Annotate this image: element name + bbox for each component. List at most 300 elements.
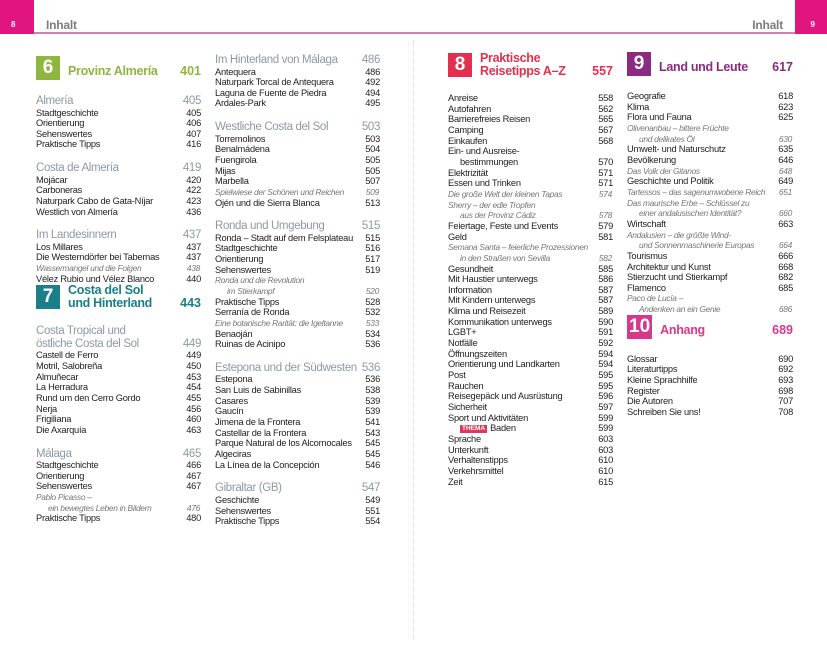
entry-page-number: 574 (598, 188, 612, 199)
entry-title-line (627, 102, 778, 113)
entry-title (627, 155, 778, 166)
entry-title-text: Sport und Aktivitäten (448, 412, 529, 423)
entry-title-text: Verhaltenstipps (448, 455, 508, 466)
entry-title-line (627, 155, 778, 166)
entry-title-text: Flamenco (627, 282, 666, 293)
entry-title-text: Sprache (448, 434, 481, 444)
toc-entry (448, 221, 613, 232)
toc-entry (448, 93, 613, 104)
entry-page-number: 534 (365, 328, 380, 339)
entry-title-text: Essen und Trinken (448, 178, 521, 189)
entry-title (36, 175, 186, 186)
entry-title-line (627, 198, 779, 209)
toc-entry (448, 445, 613, 456)
toc-entry (36, 196, 201, 207)
entry-title (215, 438, 365, 449)
entry-title-text: in den Straßen von Sevilla (460, 252, 550, 263)
entry-title-text: Ronda – Stadt auf dem Felsplateau (215, 232, 354, 243)
toc-entry (448, 146, 613, 167)
entry-page-number: 570 (598, 156, 613, 167)
toc-entry (448, 455, 613, 466)
toc-entry (215, 155, 380, 166)
entry-title-line (215, 417, 365, 428)
section-page-number: 515 (361, 220, 380, 233)
entry-title (215, 396, 365, 407)
entry-title-line (215, 460, 365, 471)
entry-title (215, 449, 365, 460)
entry-page-number: 495 (365, 98, 380, 109)
toc-column-4 (627, 52, 793, 418)
entry-page-number: 623 (778, 101, 793, 112)
entry-title-line (215, 155, 365, 166)
entry-title (36, 404, 186, 415)
entry-title-line (448, 253, 599, 264)
entry-page-number: 476 (186, 502, 200, 513)
section-heading (36, 95, 201, 108)
entry-title (627, 187, 779, 198)
entry-page-number: 507 (365, 176, 380, 187)
chapter-title-line: Praktische (480, 51, 541, 65)
toc-column-2 (215, 54, 380, 527)
entry-title (215, 297, 365, 308)
entry-page-number: 571 (598, 178, 613, 189)
entry-title-line (448, 242, 599, 253)
toc-entry (448, 381, 613, 392)
section-title-line: Málaga (36, 447, 72, 460)
entry-title (215, 198, 365, 209)
entry-title-line (448, 359, 598, 370)
entry-title (36, 263, 187, 274)
entry-title (215, 176, 365, 187)
toc-entry (448, 402, 613, 413)
section-page-number: 437 (182, 229, 201, 242)
entry-title-text: Motril, Salobreña (36, 361, 103, 372)
toc-entry (627, 386, 793, 397)
entry-title-line (627, 364, 778, 375)
entry-title-text: Pablo Picasso – (36, 492, 92, 503)
toc-entry (215, 339, 380, 350)
entry-title-line (36, 460, 186, 471)
entry-page-number: 546 (365, 459, 380, 470)
entry-title (36, 492, 187, 513)
entry-title (627, 166, 779, 177)
entry-page-number: 513 (365, 197, 380, 208)
toc-entry (36, 175, 201, 186)
section-title (215, 54, 362, 67)
entry-title-text: Naturpark Cabo de Gata-Níjar (36, 195, 154, 206)
entry-title (215, 339, 365, 350)
toc-entry (448, 136, 613, 147)
entry-title-line (215, 374, 365, 385)
entry-title (448, 381, 598, 392)
section-heading (36, 162, 201, 175)
entry-title-text: Castellar de la Frontera (215, 427, 307, 438)
entry-title-line (36, 361, 186, 372)
entry-title-text: Zeit (448, 476, 463, 487)
section-title (36, 162, 183, 175)
entry-title (627, 283, 778, 294)
toc-entry (215, 144, 380, 155)
entry-title (448, 168, 598, 179)
entry-title-text: Architektur und Kunst (627, 261, 711, 272)
entry-title (215, 307, 365, 318)
chapter-number-badge: 8 (448, 53, 472, 77)
entry-page-number: 651 (778, 186, 792, 197)
entry-title-text: Nerja (36, 403, 57, 414)
entry-title-line (627, 304, 779, 315)
entry-page-number: 450 (186, 361, 201, 372)
entry-title-text: Frigiliana (36, 414, 72, 425)
entry-page-number: 494 (365, 87, 380, 98)
entry-title-line (448, 413, 598, 424)
entry-title (215, 318, 366, 329)
entry-title-line (448, 466, 598, 477)
entry-title (448, 114, 598, 125)
entry-title (448, 93, 598, 104)
chapter-heading (36, 56, 201, 80)
chapter-number-badge: 6 (36, 56, 60, 80)
toc-column-3 (448, 52, 613, 487)
toc-entry (36, 129, 201, 140)
entry-title-text: Ronda und die Revolution (215, 275, 305, 286)
entry-title-text: Wirtschaft (627, 218, 666, 229)
entry-title (627, 144, 778, 155)
toc-entry (627, 272, 793, 283)
entry-title-text: Torremolinos (215, 133, 266, 144)
entry-title (448, 200, 599, 221)
toc-entry (448, 338, 613, 349)
entry-title-line (627, 293, 779, 304)
section-title-line: Im Hinterland von Málaga (215, 54, 338, 66)
entry-page-number: 692 (778, 364, 793, 375)
entry-title-line (448, 136, 598, 147)
entry-title-line (627, 272, 778, 283)
entry-page-number: 407 (186, 128, 201, 139)
entry-page-number: 565 (598, 114, 613, 125)
entry-page-number: 466 (186, 460, 201, 471)
toc-feature-entry (627, 293, 793, 314)
toc-entry (448, 434, 613, 445)
entry-title-text: Baden (490, 423, 516, 434)
toc-entry (448, 423, 613, 434)
entry-title (627, 396, 778, 407)
toc-entry (215, 516, 380, 527)
entry-title-text: Praktische Tipps (36, 139, 101, 150)
entry-title-text: Geld (448, 231, 467, 242)
entry-title-text: Spielwiese der Schönen und Reichen (215, 186, 345, 197)
entry-title-line (215, 385, 365, 396)
chapter-page-number: 401 (180, 64, 201, 78)
toc-entry (215, 495, 380, 506)
toc-entry (627, 407, 793, 418)
entry-title-line (36, 196, 186, 207)
chapter-title-line: Reisetipps A–Z (480, 64, 566, 78)
entry-title-text: Estepona (215, 374, 253, 385)
chapter-title-line: Anhang (660, 322, 705, 337)
toc-entry (215, 198, 380, 209)
entry-title-line (448, 285, 598, 296)
entry-title (448, 338, 598, 349)
entry-page-number: 682 (778, 272, 793, 283)
entry-title-line (36, 139, 186, 150)
entry-title (627, 407, 778, 418)
toc-entry (448, 370, 613, 381)
section-title-line: Westliche Costa del Sol (215, 121, 329, 134)
entry-page-number: 595 (598, 380, 613, 391)
entry-page-number: 503 (365, 133, 380, 144)
entry-title-text: Orientierung (215, 254, 264, 265)
entry-title-line (36, 350, 186, 361)
entry-title-text: Laguna de Fuente de Piedra (215, 87, 327, 98)
entry-title-text: Benalmádena (215, 144, 270, 155)
toc-entry (215, 67, 380, 78)
section-title-line: Gibraltar (GB) (215, 482, 282, 495)
entry-title (448, 221, 598, 232)
toc-entry (215, 307, 380, 318)
entry-title (448, 466, 598, 477)
entry-page-number: 437 (186, 241, 201, 252)
section-page-number: 536 (361, 361, 380, 374)
entry-title-line (36, 207, 186, 218)
toc-entry (215, 406, 380, 417)
entry-title-line (627, 144, 778, 155)
toc-entry (36, 108, 201, 119)
entry-title-text: Castell de Ferro (36, 350, 99, 361)
entry-page-number: 596 (598, 391, 613, 402)
entry-title-line (36, 129, 186, 140)
toc-entry (215, 243, 380, 254)
entry-title-text: Stadtgeschichte (215, 243, 278, 254)
entry-title (36, 481, 186, 492)
entry-title-text: Glossar (627, 353, 658, 364)
entry-title (627, 386, 778, 397)
entry-title (448, 423, 598, 434)
entry-title-line (448, 114, 598, 125)
entry-title-line (36, 108, 186, 119)
entry-title (448, 434, 598, 445)
section-page-number: 486 (361, 54, 380, 66)
entry-title-text: Carboneras (36, 185, 83, 196)
toc-feature-entry (627, 198, 793, 219)
entry-title-line (215, 275, 366, 286)
entry-title-line (36, 118, 186, 129)
entry-page-number: 666 (778, 250, 793, 261)
entry-title-text: Information (448, 284, 492, 295)
entry-page-number: 597 (598, 402, 613, 413)
entry-title-text: Gaucín (215, 406, 244, 417)
entry-page-number: 610 (598, 465, 613, 476)
section-heading (215, 121, 380, 134)
entry-title-text: Ardales-Park (215, 98, 266, 109)
section-heading (215, 220, 380, 233)
entry-title-text: Orientierung (36, 118, 85, 129)
entry-title-line (448, 274, 598, 285)
entry-title-text: Anreise (448, 93, 478, 103)
entry-page-number: 568 (598, 135, 613, 146)
entry-title-text: Praktische Tipps (215, 516, 280, 527)
entry-title-line (627, 112, 778, 123)
section-title (215, 482, 362, 495)
toc-entry (215, 460, 380, 471)
entry-title-text: Ojén und die Sierra Blanca (215, 197, 320, 208)
toc-entry (448, 466, 613, 477)
toc-entry (215, 77, 380, 88)
entry-title-line (215, 297, 365, 308)
chapter-title (659, 58, 772, 76)
entry-title-line (215, 243, 365, 254)
entry-page-number: 595 (598, 370, 613, 381)
entry-title (215, 77, 365, 88)
entry-title-text: Tourismus (627, 250, 668, 261)
toc-feature-entry (215, 187, 380, 198)
entry-page-number: 578 (598, 210, 612, 221)
entry-title (215, 516, 365, 527)
entry-title-line (627, 230, 779, 241)
entry-title (36, 139, 186, 150)
entry-title-text: Praktische Tipps (36, 513, 101, 524)
running-head-left: Inhalt (46, 18, 77, 32)
entry-title-text: Mijas (215, 165, 236, 176)
entry-title-line (36, 185, 186, 196)
entry-title (627, 123, 779, 144)
entry-title (627, 102, 778, 113)
toc-entry (215, 176, 380, 187)
entry-title-text: bestimmungen (460, 156, 518, 167)
chapter-title (68, 284, 180, 310)
section-title-line: Estepona und der Südwesten (215, 361, 357, 374)
toc-entry (448, 359, 613, 370)
entry-title (36, 129, 186, 140)
entry-title (36, 350, 186, 361)
header-rule-right (414, 32, 795, 34)
toc-feature-entry (448, 242, 613, 263)
entry-title-line (215, 516, 365, 527)
section-title (215, 220, 362, 233)
entry-title-text: Casares (215, 395, 248, 406)
entry-page-number: 590 (598, 316, 613, 327)
entry-title-text: Die große Welt der kleinen Tapas (448, 188, 563, 199)
toc-entry (627, 251, 793, 262)
entry-title-line (448, 104, 598, 115)
chapter-title-line: Provinz Almería (68, 64, 158, 78)
toc-entry (448, 306, 613, 317)
entry-title-line (448, 295, 598, 306)
entry-page-number: 504 (365, 144, 380, 155)
chapter-number-badge: 10 (629, 315, 651, 337)
toc-entry (36, 185, 201, 196)
entry-title (448, 349, 598, 360)
entry-title-line (627, 386, 778, 397)
entry-page-number: 554 (365, 516, 380, 527)
entry-page-number: 603 (598, 444, 613, 455)
toc-entry (36, 242, 201, 253)
entry-title-line (448, 455, 598, 466)
section-heading (215, 362, 380, 375)
toc-entry (627, 155, 793, 166)
entry-page-number: 549 (365, 494, 380, 505)
entry-title (36, 471, 186, 482)
entry-page-number: 663 (778, 218, 793, 229)
entry-page-number: 587 (598, 295, 613, 306)
entry-page-number: 599 (598, 423, 613, 434)
section-heading (36, 229, 201, 242)
section-page-number: 405 (182, 95, 201, 107)
entry-title-text: Geschichte (215, 494, 260, 505)
toc-entry (215, 449, 380, 460)
entry-title-text: Mit Kindern unterwegs (448, 295, 536, 306)
entry-page-number: 509 (365, 186, 379, 197)
entry-title-text: Bevölkerung (627, 154, 676, 165)
entry-title-text: Klima und Reisezeit (448, 306, 526, 317)
entry-title-text: Die Autoren (627, 396, 673, 407)
entry-title-line (448, 402, 598, 413)
entry-title-line (627, 396, 778, 407)
entry-title-line (215, 428, 365, 439)
entry-title (448, 285, 598, 296)
section-title-line: Im Landesinnern (36, 229, 117, 242)
entry-page-number: 423 (186, 195, 201, 206)
entry-title-line (627, 208, 779, 219)
entry-title-text: Los Millares (36, 241, 83, 252)
entry-title (215, 406, 365, 417)
entry-title (215, 417, 365, 428)
entry-title-text: Flora und Fauna (627, 112, 692, 123)
entry-title-text: Post (448, 370, 466, 381)
entry-title (448, 455, 598, 466)
entry-title-text: Benaoján (215, 328, 253, 339)
toc-feature-entry (215, 318, 380, 329)
entry-title-text: Algeciras (215, 449, 251, 460)
entry-page-number: 592 (598, 338, 613, 349)
entry-title-text: Elektrizität (448, 167, 488, 178)
entry-page-number: 541 (365, 417, 380, 428)
entry-title (448, 445, 598, 456)
chapter-page-number: 443 (180, 296, 201, 311)
entry-title-text: Praktische Tipps (215, 296, 280, 307)
entry-page-number: 545 (365, 449, 380, 460)
toc-entry (448, 413, 613, 424)
toc-entry (36, 414, 201, 425)
entry-page-number: 543 (365, 427, 380, 438)
toc-entry (627, 102, 793, 113)
section-title-line: Costa de Almería (36, 162, 119, 175)
entry-page-number: 693 (778, 375, 793, 386)
section-title (215, 121, 362, 134)
entry-title-text: Ruinas de Acinipo (215, 339, 286, 350)
entry-title-text: Stierzucht und Stierkampf (627, 272, 728, 283)
entry-title (448, 391, 598, 402)
entry-title-text: Feiertage, Feste und Events (448, 220, 559, 231)
entry-title-text: Rauchen (448, 380, 484, 391)
toc-entry (36, 207, 201, 218)
entry-title (448, 317, 598, 328)
entry-title-text: Westlich von Almería (36, 206, 118, 217)
entry-page-number: 467 (186, 470, 201, 481)
toc-entry (36, 382, 201, 393)
entry-title-line (215, 396, 365, 407)
page-number-left: 8 (11, 20, 16, 29)
entry-title-text: Geschichte und Politik (627, 176, 714, 187)
entry-title-line (215, 144, 365, 155)
entry-title-text: La Línea de la Concepción (215, 459, 320, 470)
entry-title (36, 108, 186, 119)
entry-title-line (448, 264, 598, 275)
entry-title-line (627, 134, 779, 145)
toc-entry (448, 477, 613, 488)
section-heading (36, 325, 201, 350)
toc-feature-entry (448, 200, 613, 221)
entry-title-text: Sicherheit (448, 402, 487, 413)
